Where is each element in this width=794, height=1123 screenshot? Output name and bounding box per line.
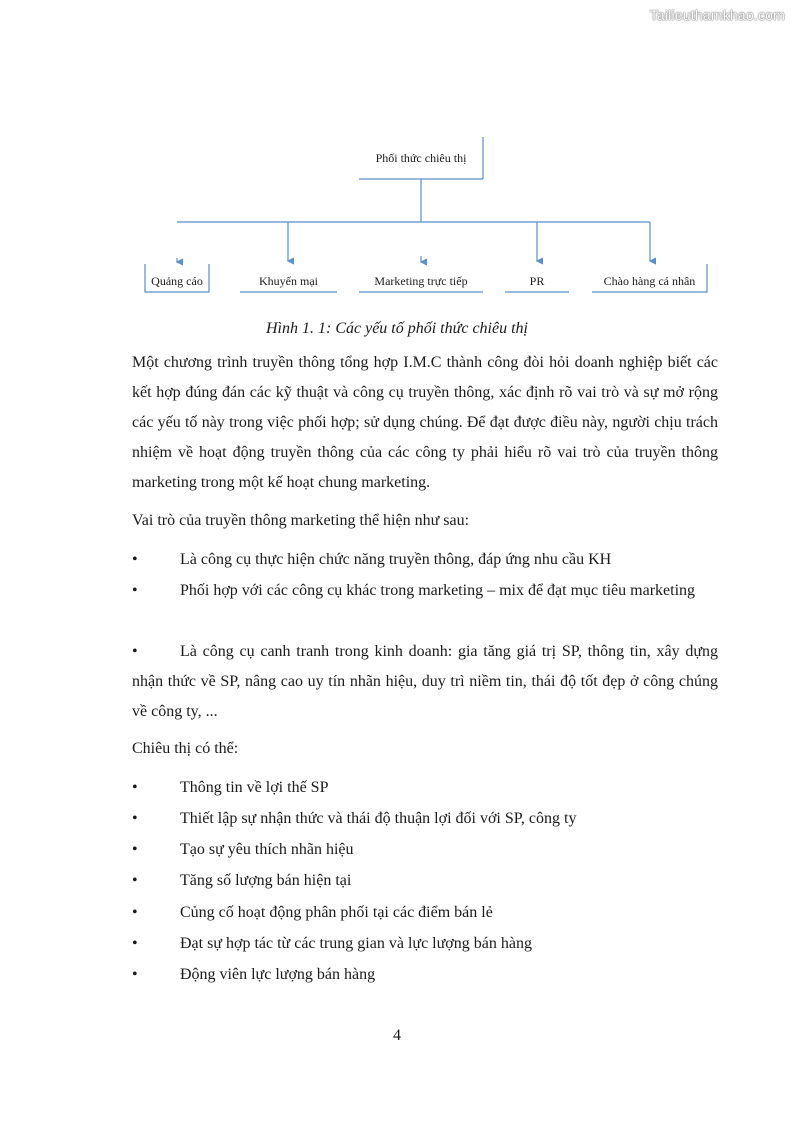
list-item-text: Là công cụ thực hiện chức năng truyền thông, đáp ứng nhu cầu KH: [180, 551, 612, 568]
paragraph-imc: Một chương trình truyền thông tổng hợp I.M.C thành công đòi hỏi doanh nghiệp biết các kết hợp đúng đán các kỹ thuật và công cụ truyền thông, xác định rõ vai trò và sự mở rộng các yếu tố này trong việc phối hợp; sử dụng chúng. Để đạt được điều này, người chịu trách nhiệm về hoạt động truyền thông của các công ty phải hiểu rõ vai trò của truyền thông marketing trong một kế hoạt chung marketing.: [132, 354, 718, 491]
bullet-icon: •: [132, 935, 138, 952]
list-item-text: Phối hợp với các công cụ khác trong marketing – mix để đạt mục tiêu marketing: [180, 582, 696, 599]
child-label-chao-hang: Chào hàng cá nhân: [603, 274, 696, 288]
list-item-text: Tạo sự yêu thích nhãn hiệu: [180, 841, 354, 858]
list-item: [132, 835, 718, 865]
child-label-pr: PR: [529, 274, 545, 288]
bullet-icon: •: [132, 551, 138, 568]
list-item: [132, 898, 718, 928]
list-item: [132, 960, 718, 990]
list-item: [132, 804, 718, 834]
list-item-text: Thông tin về lợi thế SP: [180, 779, 329, 796]
list-item-text: Động viên lực lượng bán hàng: [180, 966, 376, 983]
list-item-text: Đạt sự hợp tác từ các trung gian và lực lượng bán hàng: [180, 935, 532, 952]
figure-caption: Hình 1. 1: Các yếu tố phối thức chiêu thị: [265, 320, 528, 337]
root-label: Phối thức chiêu thị: [375, 151, 467, 165]
promotion-mix-diagram: [0, 0, 794, 300]
list-item: [132, 545, 718, 575]
child-label-khuyen-mai: Khuyến mại: [259, 274, 318, 288]
list-item-text: Tăng số lượng bán hiện tại: [180, 872, 352, 889]
bullet-icon: •: [132, 779, 138, 796]
bullet-icon: •: [132, 872, 138, 889]
list-item-text: Là công cụ canh tranh trong kinh doanh: gia tăng giá trị SP, thông tin, xây dựng nhận thức về SP, nâng cao uy tín nhãn hiệu, duy trì niềm tin, thái độ tốt đẹp ở công chúng về công ty, ...: [132, 643, 718, 720]
list-item: [132, 773, 718, 803]
list-item: [132, 929, 718, 959]
diagram-lines: [0, 0, 794, 300]
list-item: [132, 866, 718, 896]
child-label-quang-cao: Quảng cáo: [151, 274, 203, 288]
list-item-text: Củng cố hoạt động phân phối tại các điểm bán lẻ: [180, 904, 493, 921]
bullet-icon: •: [132, 904, 138, 921]
list-item-text: Thiết lập sự nhận thức và thái độ thuận lợi đối với SP, công ty: [180, 810, 577, 827]
bullet-icon: •: [132, 810, 138, 827]
can-intro: Chiêu thị có thể:: [132, 740, 239, 757]
watermark: Tailieuthamkhao.com: [649, 7, 785, 23]
roles-intro: Vai trò của truyền thông marketing thể hiện như sau:: [132, 512, 470, 529]
bullet-icon: •: [132, 643, 138, 660]
bullet-icon: •: [132, 841, 138, 858]
bullet-icon: •: [132, 966, 138, 983]
page-number: 4: [393, 1027, 401, 1044]
child-label-marketing-truc-tiep: Marketing trực tiếp: [374, 274, 468, 288]
bullet-icon: •: [132, 582, 138, 599]
list-item: [132, 637, 718, 727]
list-item: [132, 576, 718, 606]
